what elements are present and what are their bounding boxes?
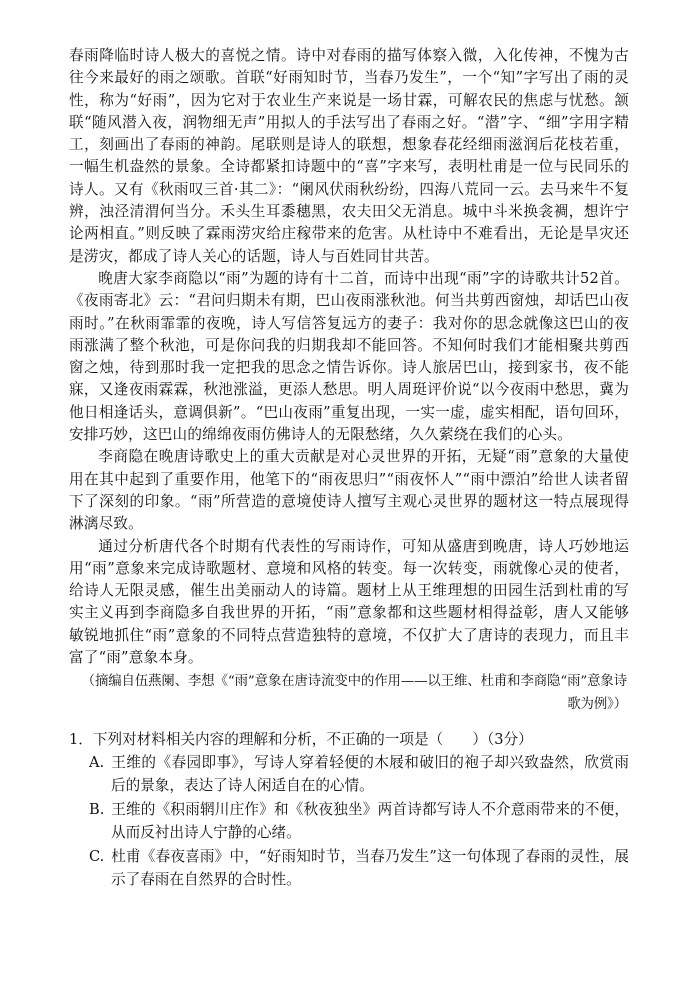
question-stem: 1．下列对材料相关内容的理解和分析，不正确的一项是（ ）（3分） bbox=[69, 730, 533, 748]
option-text: 王维的《春园即事》，写诗人穿着轻便的木屐和破旧的袍子却兴致盎然，欣赏雨后的景象，表达了诗人闲适自在的心情。 bbox=[111, 753, 629, 795]
article-paragraph-li-shangyin: 晚唐大家李商隐以“雨”为题的诗有十二首，而诗中出现“雨”字的诗歌共计52首。《夜雨寄北》云：“君问归期未有期，巴山夜雨涨秋池。何当共剪西窗烛，却话巴山夜雨时。”在秋雨霏霏的夜晚，诗人写信答复远方的妻子：我对你的思念就像这巴山的夜雨涨满了整个秋池，可是你问我的归期我却不能回答。不知何时我们才能相聚共剪西窗之烛，待到那时我一定把我的思念之情告诉你。诗人旅居巴山，接到家书，夜不能寐，又逢夜雨霖霖，秋池涨溢，更添人愁思。明人周珽评价说“以今夜雨中愁思，冀为他日相逢话头，意调俱新”。“巴山夜雨”重复出现，一实一虚，虚实相配，语句回环，安排巧妙，这巴山的绵绵夜雨仿佛诗人的无限愁绪，久久萦绕在我们的心头。 bbox=[69, 269, 629, 444]
question-option-b[interactable] bbox=[69, 798, 629, 845]
article-source: （摘编自伍燕阑、李想《“雨”意象在唐诗流变中的作用——以王维、杜甫和李商隐“雨”意象诗歌为例》） bbox=[81, 674, 627, 712]
option-text: 杜甫《春夜喜雨》中，“好雨知时节，当春乃发生”这一句体现了春雨的灵性，展示了春雨在自然界的合时性。 bbox=[111, 847, 629, 889]
article-paragraph-conclusion: 通过分析唐代各个时期有代表性的写雨诗作，可知从盛唐到晚唐，诗人巧妙地运用“雨”意象来完成诗歌题材、意境和风格的转变。每一次转变，雨就像心灵的使者，给诗人无限灵感，催生出美丽动人的诗篇。题材上从王维理想的田园生活到杜甫的写实主义再到李商隐多自我世界的开拓，“雨”意象都和这些题材相得益彰，唐人又能够敏锐地抓住“雨”意象的不同特点营造独特的意境，不仅扩大了唐诗的表现力，而且丰富了“雨”意象本身。 bbox=[69, 537, 629, 667]
option-letter: B. bbox=[89, 800, 105, 818]
article-paragraph-du-fu: 春雨降临时诗人极大的喜悦之情。诗中对春雨的描写体察入微，入化传神，不愧为古往今来最好的雨之颂歌。首联“好雨知时节，当春乃发生”，一个“知”字写出了雨的灵性，称为“好雨”，因为它对于农业生产来说是一场甘霖，可解农民的焦虑与忧愁。颔联“随风潜入夜，润物细无声”用拟人的手法写出了春雨之好。“潜”字、“细”字用字精工，刻画出了春雨的神韵。尾联则是诗人的联想，想象春花经细雨滋润后花枝若重，一幅生机盎然的景象。全诗都紧扣诗题中的“喜”字来写，表明杜甫是一位与民同乐的诗人。又有《秋雨叹三首·其二》：“阑风伏雨秋纷纷，四海八荒同一云。去马来牛不复辨，浊泾清渭何当分。禾头生耳黍穗黑，农夫田父无消息。城中斗米换衾裯，想许宁论两相直。”则反映了霖雨涝灾给庄稼带来的危害。从杜诗中不难看出，无论是旱灾还是涝灾，都成了诗人关心的话题，诗人与百姓同甘共苦。 bbox=[69, 47, 629, 265]
option-letter: C. bbox=[89, 847, 105, 865]
question-option-a[interactable] bbox=[69, 751, 629, 798]
option-letter: A. bbox=[89, 753, 105, 771]
document-page bbox=[69, 45, 629, 892]
option-text: 王维的《积雨辋川庄作》和《秋夜独坐》两首诗都写诗人不介意雨带来的不便，从而反衬出诗人宁静的心绪。 bbox=[111, 800, 629, 842]
article-paragraph-contribution: 李商隐在晚唐诗歌史上的重大贡献是对心灵世界的开拓，无疑“雨”意象的大量使用在其中起到了重要作用，他笔下的“雨夜思归”“雨夜怀人”“雨中漂泊”给世人读者留下了深刻的印象。“雨”所营造的意境使诗人擅写主观心灵世界的题材这一特点展现得淋漓尽致。 bbox=[69, 448, 629, 533]
question-option-c[interactable] bbox=[69, 845, 629, 892]
article-body bbox=[69, 45, 629, 716]
question-1 bbox=[69, 728, 629, 892]
